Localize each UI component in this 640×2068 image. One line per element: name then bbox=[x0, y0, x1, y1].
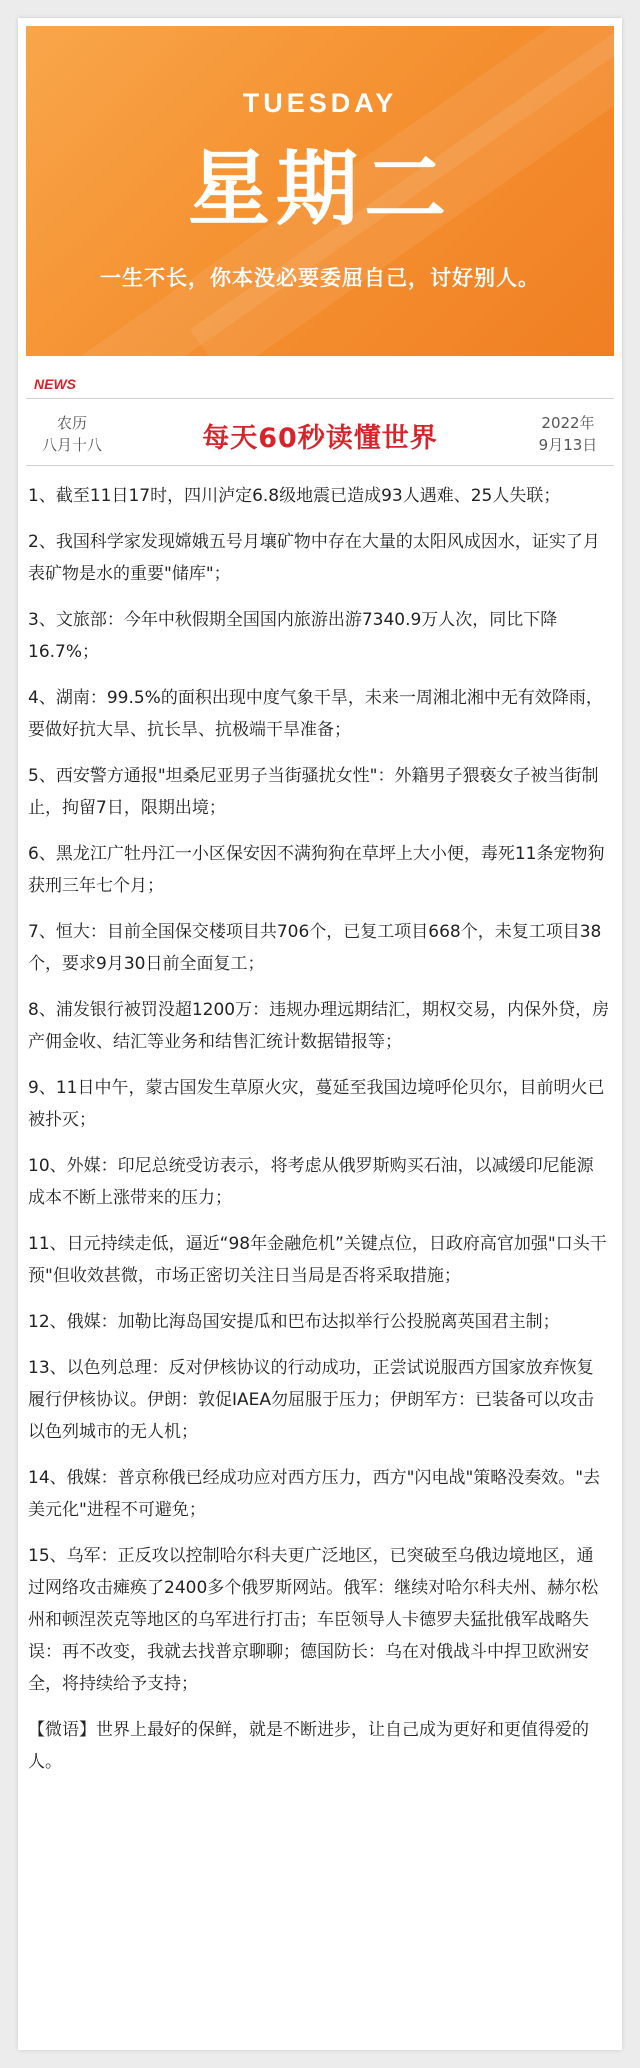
motto bbox=[28, 1714, 610, 1778]
news-item: 9、11日中午，蒙古国发生草原火灾，蔓延至我国边境呼伦贝尔，目前明火已被扑灭； bbox=[28, 1078, 605, 1130]
banner bbox=[26, 26, 614, 356]
news-item: 10、外媒：印尼总统受访表示，将考虑从俄罗斯购买石油，以减缓印尼能源成本不断上涨带来的压力； bbox=[28, 1156, 594, 1208]
news-item: 11、日元持续走低，逼近“98年金融危机”关键点位，日政府高官加强"口头干预"但收效甚微，市场正密切关注日当局是否将采取措施； bbox=[28, 1234, 607, 1286]
date-day: 9月13日 bbox=[538, 436, 598, 454]
poster bbox=[18, 18, 622, 2050]
weekday-chinese: 星期二 bbox=[187, 142, 452, 237]
news-item: 14、俄媒：普京称俄已经成功应对西方压力，西方"闪电战"策略没奏效。"去美元化"进程不可避免； bbox=[28, 1468, 601, 1520]
motto-text: 世界上最好的保鲜，就是不断进步，让自己成为更好和更值得爱的人。 bbox=[28, 1720, 589, 1772]
news-list bbox=[28, 480, 610, 1795]
news-item: 8、浦发银行被罚没超1200万：违规办理远期结汇，期权交易，内保外贷，房产佣金收、结汇等业务和结售汇统计数据错报等； bbox=[28, 1000, 610, 1052]
news-item: 15、乌军：正反攻以控制哈尔科夫更广泛地区，已突破至乌俄边境地区，通过网络攻击瘫痪了2400多个俄罗斯网站。俄军：继续对哈尔科夫州、赫尔松州和顿涅茨克等地区的乌军进行打击；车臣领导人卡德罗夫猛批俄军战略失误：再不改变，我就去找普京聊聊；德国防长：乌在对俄战斗中捍卫欧洲安全，将持续给予支持； bbox=[28, 1546, 599, 1694]
divider bbox=[26, 465, 614, 466]
news-item: 2、我国科学家发现嫦娥五号月壤矿物中存在大量的太阳风成因水，证实了月表矿物是水的重要"储库"； bbox=[28, 532, 600, 584]
news-item: 4、湖南：99.5%的面积出现中度气象干旱，未来一周湘北湘中无有效降雨，要做好抗大旱、抗长旱、抗极端干旱准备； bbox=[28, 688, 603, 740]
banner-slogan: 一生不长，你本没必要委屈自己，讨好别人。 bbox=[100, 266, 540, 290]
calendar-date bbox=[528, 412, 608, 456]
date-year: 2022年 bbox=[541, 414, 595, 432]
weekday-english: TUESDAY bbox=[242, 88, 398, 118]
divider bbox=[26, 398, 614, 399]
news-item: 1、截至11日17时，四川泸定6.8级地震已造成93人遇难、25人失联； bbox=[28, 486, 561, 506]
page-title: 每天60秒读懂世界 bbox=[202, 423, 438, 454]
news-item: 5、西安警方通报"坦桑尼亚男子当街骚扰女性"：外籍男子猥亵女子被当街制止，拘留7日，限期出境； bbox=[28, 766, 599, 818]
lunar-day: 八月十八 bbox=[41, 436, 102, 454]
lunar-label: 农历 bbox=[56, 414, 87, 432]
news-item: 3、文旅部：今年中秋假期全国国内旅游出游7340.9万人次，同比下降16.7%； bbox=[28, 610, 558, 662]
news-item: 12、俄媒：加勒比海岛国安提瓜和巴布达拟举行公投脱离英国君主制； bbox=[28, 1312, 560, 1332]
news-tag: NEWS bbox=[34, 376, 76, 392]
news-item: 13、以色列总理：反对伊核协议的行动成功，正尝试说服西方国家放弃恢复履行伊核协议。伊朗：敦促IAEA勿屈服于压力；伊朗军方：已装备可以攻击以色列城市的无人机； bbox=[28, 1358, 595, 1442]
news-item: 6、黑龙江广牡丹江一小区保安因不满狗狗在草坪上大小便，毒死11条宠物狗获刑三年七个月； bbox=[28, 844, 605, 896]
motto-tag: 【微语】 bbox=[28, 1720, 96, 1740]
news-item: 7、恒大：目前全国保交楼项目共706个，已复工项目668个，未复工项目38个，要求9月30日前全面复工； bbox=[28, 922, 602, 974]
